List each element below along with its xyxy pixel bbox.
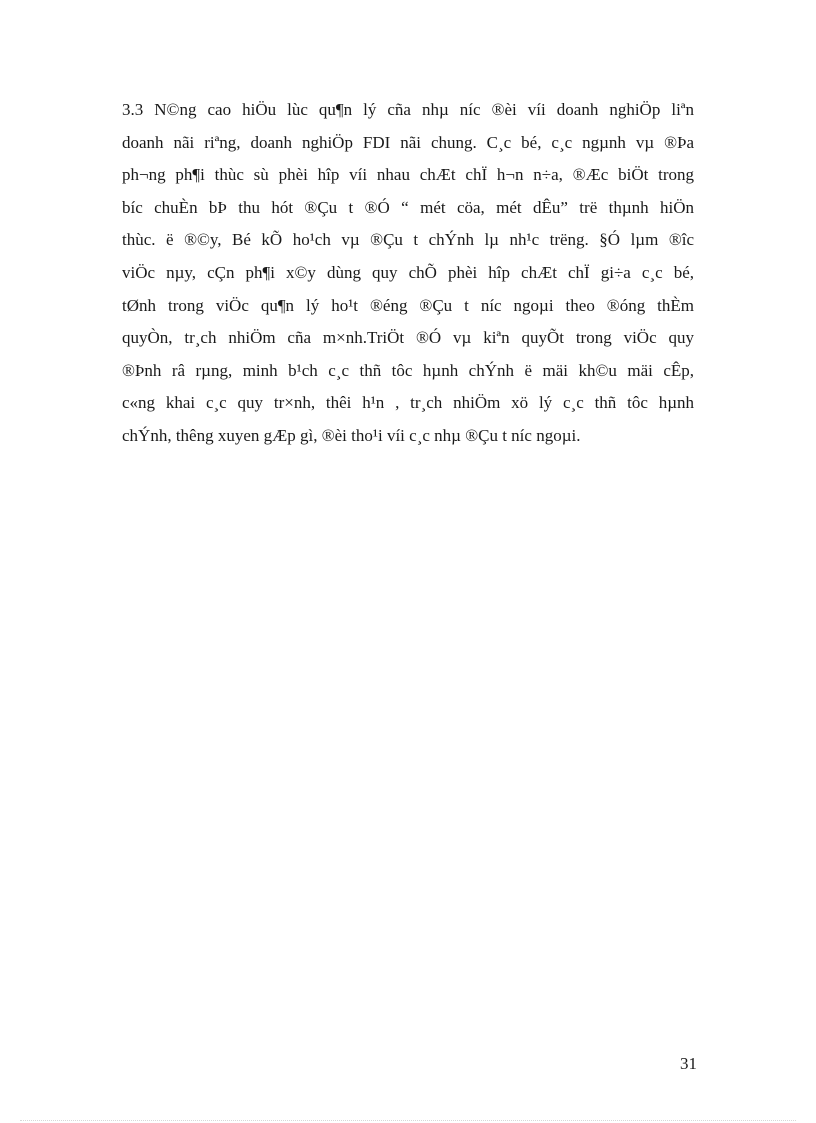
paragraph-line: 3.3 N©ng cao hiÖu lùc qu¶n lý cña nhµ níc ®èi víi doanh nghiÖp liªn <box>122 100 694 119</box>
paragraph-line: ®Þnh râ rµng, minh b¹ch c¸c thñ tôc hµnh chÝnh ë mäi kh©u mäi cÊp, <box>122 360 694 380</box>
paragraph-line: c«ng khai c¸c quy tr×nh, thêi h¹n , tr¸ch nhiÖm xö lý c¸c thñ tôc hµnh <box>122 393 694 413</box>
paragraph-line: thùc. ë ®©y, Bé kÕ ho¹ch vµ ®Çu t chÝnh lµ nh¹c trëng. §Ó lµm ®îc <box>122 230 694 250</box>
paragraph-line: viÖc nµy, cÇn ph¶i x©y dùng quy chÕ phèi hîp chÆt chÏ gi÷a c¸c bé, <box>122 262 694 282</box>
paragraph-line: tØnh trong viÖc qu¶n lý ho¹t ®éng ®Çu t níc ngoµi theo ®óng thÈm <box>122 295 694 315</box>
paragraph-line: bíc chuÈn bÞ thu hót ®Çu t ®Ó “ mét cöa, mét dÊu” trë thµnh hiÖn <box>122 197 694 217</box>
page-bottom-divider <box>20 1120 796 1121</box>
page-number: 31 <box>680 1054 697 1073</box>
paragraph-line: quyÒn, tr¸ch nhiÖm cña m×nh.TriÖt ®Ó vµ kiªn quyÕt trong viÖc quy <box>122 328 694 348</box>
paragraph-line: chÝnh, thêng xuyen gÆp gì, ®èi tho¹i víi c¸c nhµ ®Çu t níc ngoµi. <box>122 425 581 445</box>
body-paragraph <box>122 94 694 453</box>
paragraph-line: ph¬ng ph¶i thùc sù phèi hîp víi nhau chÆt chÏ h¬n n÷a, ®Æc biÖt trong <box>122 165 694 185</box>
paragraph-line: doanh nãi riªng, doanh nghiÖp FDI nãi chung. C¸c bé, c¸c ngµnh vµ ®Þa <box>122 132 694 152</box>
